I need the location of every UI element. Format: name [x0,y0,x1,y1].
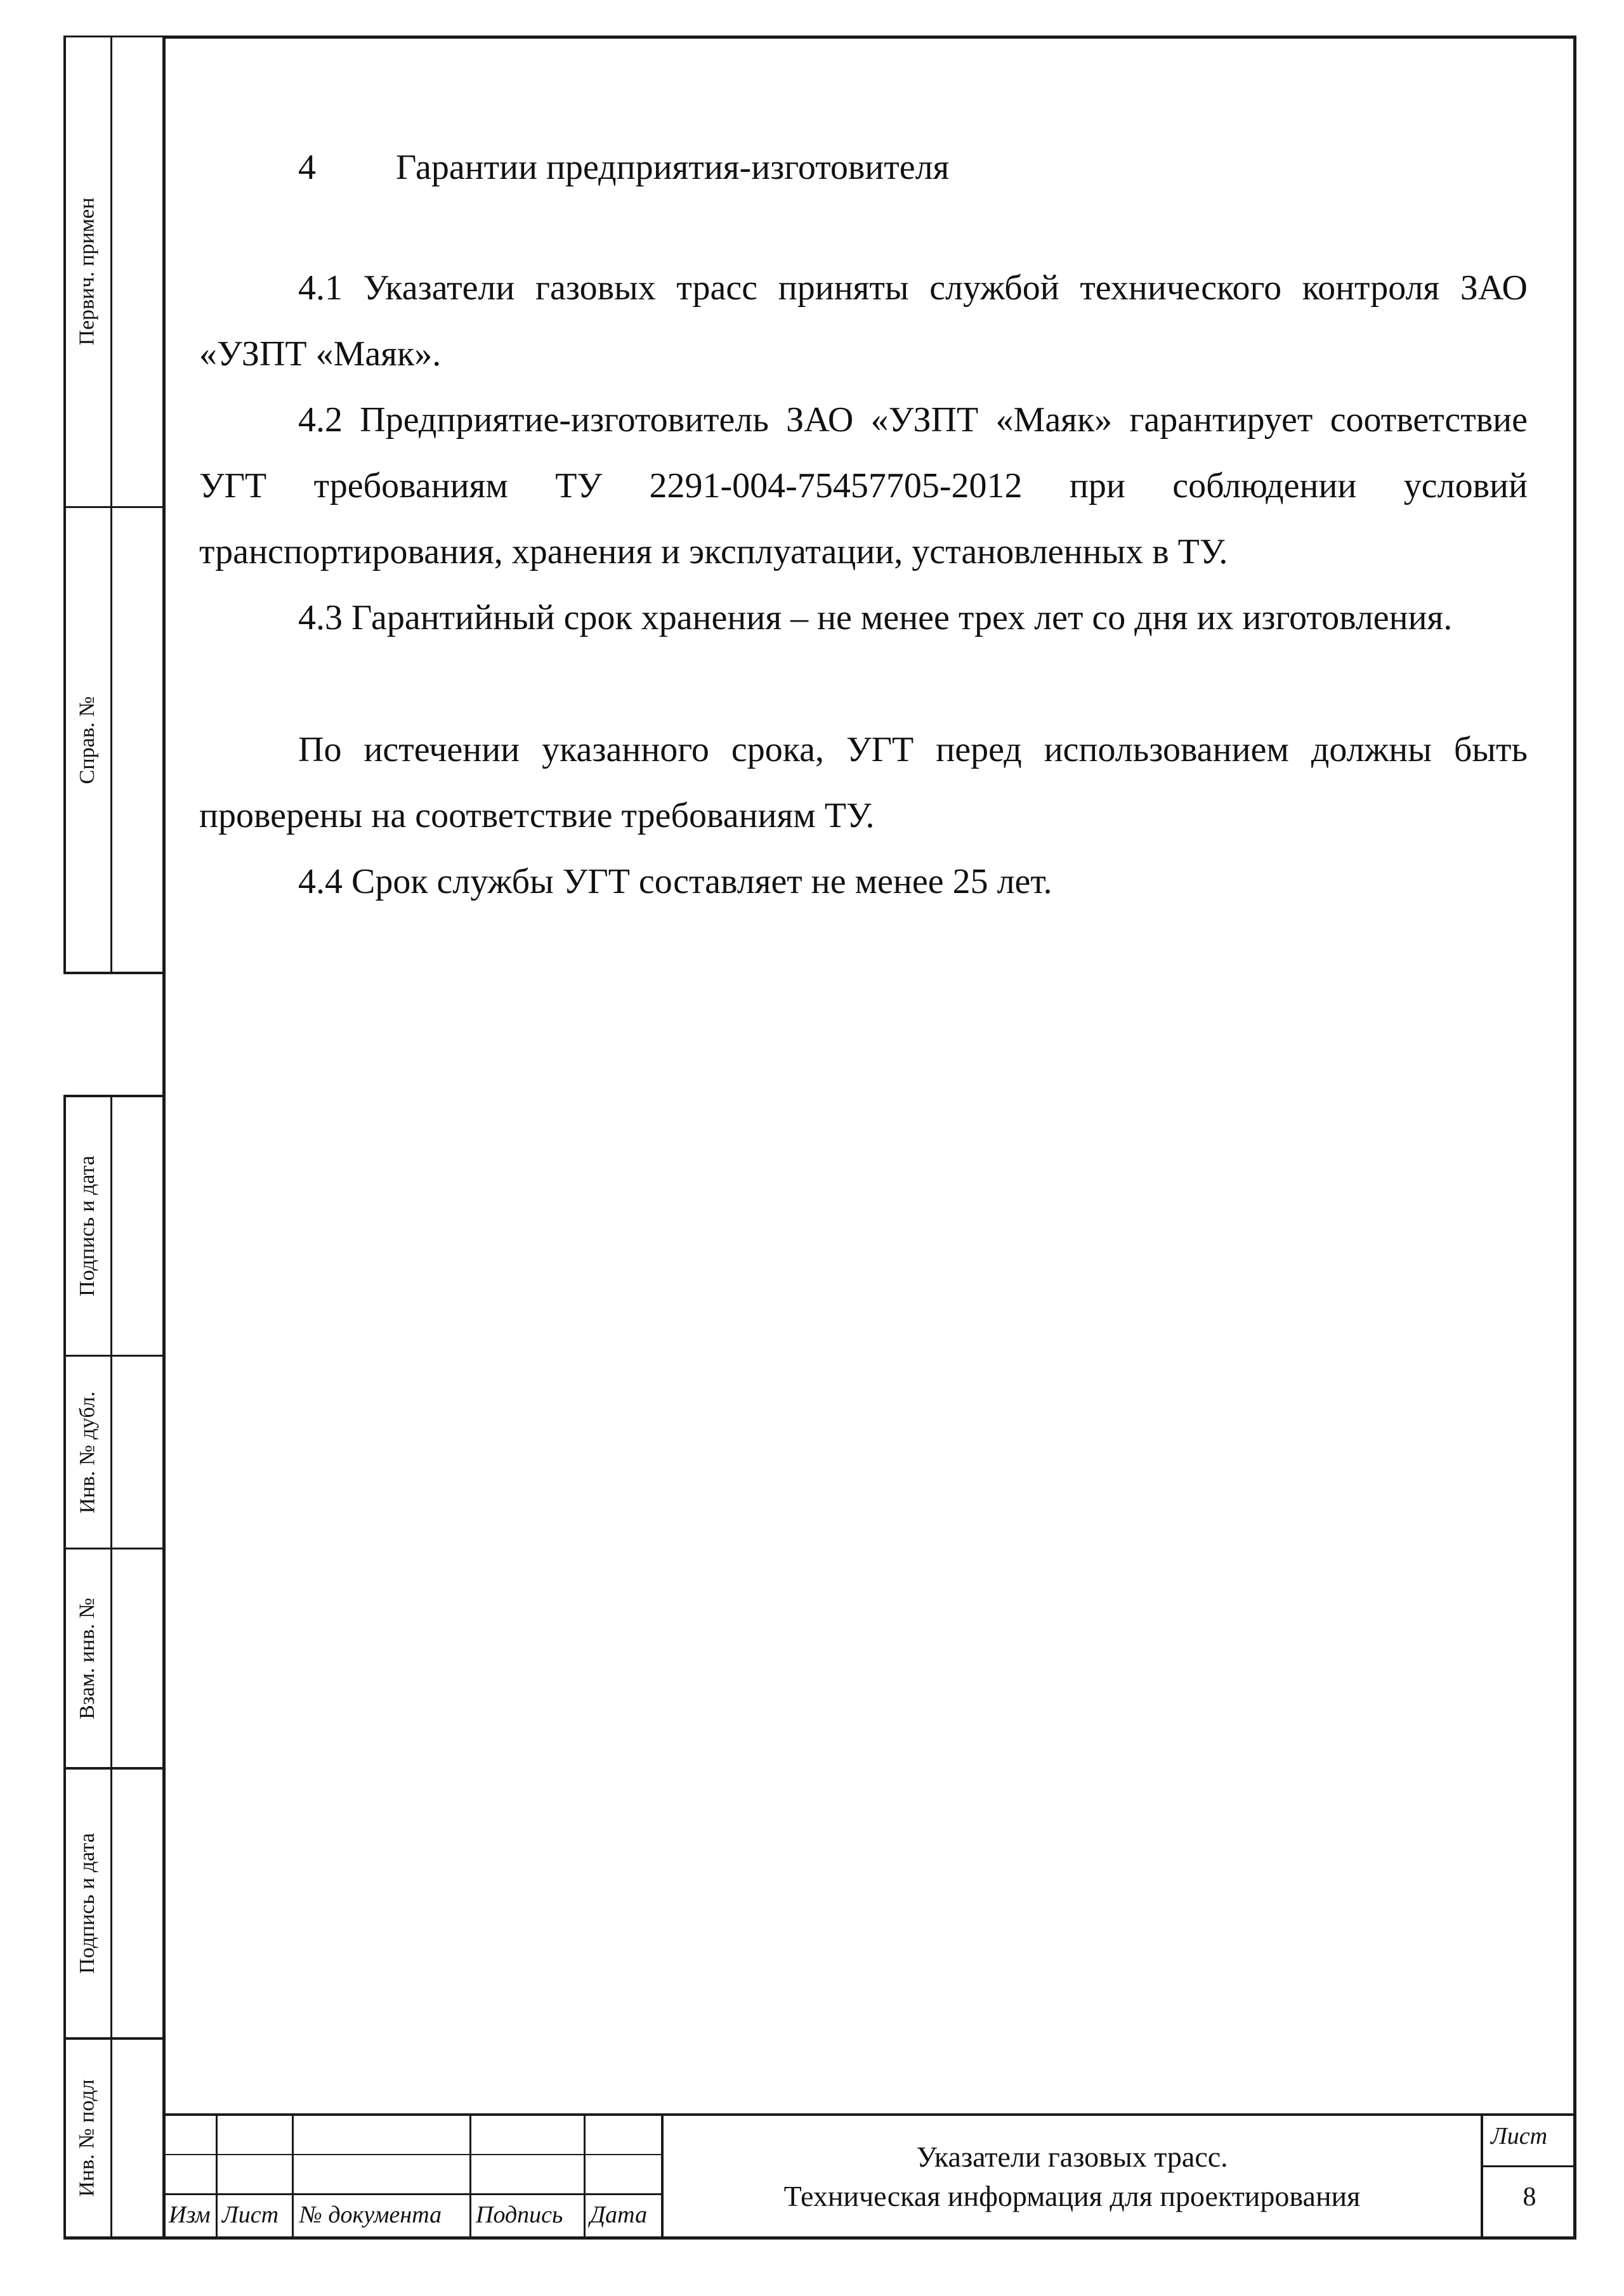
frame-left-border [162,36,166,2239]
label-podpis-data-bottom: Подпись и дата [75,1833,99,1974]
section-title: Гарантии предприятия-изготовителя [396,148,950,187]
paragraph-4-1: 4.1 Указатели газовых трасс приняты службой технического контроля ЗАО «УЗПТ «Маяк». [199,268,1528,374]
label-inv-dubl: Инв. № дубл. [75,1391,100,1513]
lower-stamp-mid-edge [110,1095,112,2239]
titleblock-row-line-1 [164,2154,662,2155]
label-perv-primen: Первич. примен [75,197,99,346]
frame-right-border [1573,36,1576,2239]
upper-stamp-bottom-edge [63,972,164,974]
label-inv-podl: Инв. № подл [75,2079,100,2197]
label-vzam-inv: Взам. инв. № [75,1597,100,1719]
titleblock-col-podpis [584,2113,586,2238]
titleblock-col-doc [469,2113,471,2238]
frame-bottom-border [63,2236,1576,2240]
titleblock-col-list [292,2113,294,2238]
titleblock-label-podpis: Подпись [476,2201,563,2228]
document-title-line2: Техническая информация для проектирования [783,2180,1361,2212]
titleblock-col-sheet [1481,2113,1483,2238]
titleblock-label-data: Дата [590,2201,648,2228]
frame-top-border [164,36,1576,39]
upper-stamp-mid-edge [110,36,112,974]
titleblock-label-doc: № документа [299,2201,442,2228]
label-podpis-data-top: Подпись и дата [75,1156,99,1296]
titleblock-sheet-divider [1481,2165,1576,2167]
paragraph-4-3: 4.3 Гарантийный срок хранения – не менее трех лет со дня их изготовления. [298,598,1453,637]
titleblock-top-edge [164,2113,1576,2116]
titleblock-col-izm [216,2113,218,2238]
titleblock-col-data [661,2113,664,2238]
titleblock-row-line-2 [164,2193,662,2195]
paragraph-expiry-note: По истечении указанного срока, УГТ перед использованием должны быть проверены на соответствие требованиям ТУ. [199,730,1528,835]
titleblock-label-list: Лист [222,2201,279,2228]
paragraph-4-4: 4.4 Срок службы УГТ составляет не менее 25 лет. [298,862,1052,901]
upper-stamp-divider [63,506,164,508]
upper-stamp-top-edge [63,36,164,37]
paragraph-4-2: 4.2 Предприятие-изготовитель ЗАО «УЗПТ «Маяк» гарантирует соответствие УГТ требованиям ТУ 2291-004-75457705-2012 при соблюдении условий транспортирования, хранения и эксплуатации, установленных в ТУ. [199,400,1528,571]
section-number: 4 [298,148,316,187]
sheet-number: 8 [1522,2182,1536,2212]
label-sprav-no: Справ. № [75,696,99,785]
sheet-label: Лист [1491,2123,1548,2149]
titleblock-label-izm: Изм [169,2201,211,2228]
document-title-line1: Указатели газовых трасс. [916,2141,1228,2173]
